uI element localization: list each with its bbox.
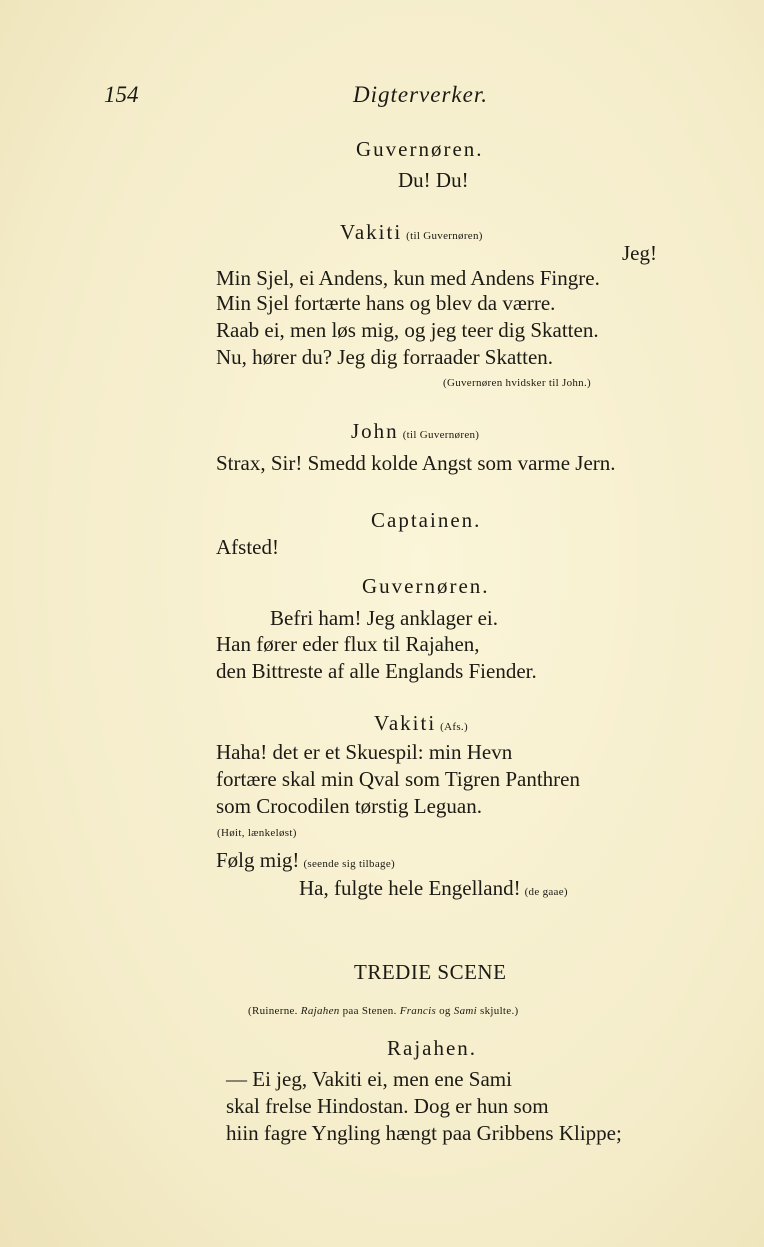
verse-line: Ha, fulgte hele Engelland! [299,876,521,900]
speaker-line [351,419,479,444]
verse-line: Du! Du! [398,168,469,192]
scene-direction-name: Francis [399,1005,437,1017]
speaker-vakiti: Vakiti [374,711,437,735]
verse-line: Jeg! [622,241,657,265]
verse-line: Raab ei, men løs mig, og jeg teer dig Skatten. [216,318,599,342]
verse-line: Afsted! [216,535,279,559]
verse-line: fortære skal min Qval som Tigren Panthren [216,767,580,791]
verse-line: Følg mig! [216,848,300,872]
scene-direction-part: (Ruinerne. [248,1005,298,1017]
scene-direction-name: Sami [453,1005,477,1017]
speaker-rajahen: Rajahen. [387,1036,478,1060]
speaker-john: John [351,419,399,443]
verse-line: som Crocodilen tørstig Leguan. [216,794,482,818]
speaker-vakiti: Vakiti [340,220,403,244]
verse-line: den Bittreste af alle Englands Fiender. [216,659,537,683]
scene-direction [248,1005,518,1017]
stage-direction: (Guvernøren hvidsker til John.) [443,377,591,389]
scene-direction-part: paa Stenen. [342,1005,397,1017]
scene-direction-part: skjulte.) [480,1005,519,1017]
running-title: Digterverker. [353,82,488,107]
verse-line: — Ei jeg, Vakiti ei, men ene Sami [226,1067,512,1091]
verse-line: skal frelse Hindostan. Dog er hun som [226,1094,549,1118]
stage-direction: (seende sig tilbage) [303,858,395,870]
verse-line: Befri ham! Jeg anklager ei. [270,606,498,630]
stage-direction: (til Guvernøren) [402,429,480,441]
speaker-line [374,711,468,736]
verse-line: Min Sjel, ei Andens, kun med Andens Fingre. [216,266,600,290]
scene-direction-part: og [439,1005,451,1017]
verse-line-with-direction [299,876,568,901]
stage-direction: (Afs.) [440,721,468,733]
verse-line: Haha! det er et Skuespil: min Hevn [216,740,513,764]
speaker-captainen: Captainen. [371,508,482,532]
stage-direction: (de gaae) [524,886,568,898]
scene-title: TREDIE SCENE [354,960,507,984]
verse-line: Han fører eder flux til Rajahen, [216,632,480,656]
speaker-line [340,220,483,245]
speaker-guvernoren: Guvernøren. [356,137,484,161]
verse-line: hiin fagre Yngling hængt paa Gribbens Klippe; [226,1121,622,1145]
verse-line: Min Sjel fortærte hans og blev da værre. [216,291,556,315]
stage-direction: (Høit, lænkeløst) [217,827,297,839]
speaker-guvernoren: Guvernøren. [362,574,490,598]
verse-line: Strax, Sir! Smedd kolde Angst som varme Jern. [216,451,616,475]
verse-line-with-direction [216,848,395,873]
verse-line: Nu, hører du? Jeg dig forraader Skatten. [216,345,554,369]
scene-direction-name: Rajahen [300,1005,340,1017]
page-number: 154 [104,82,139,107]
stage-direction: (til Guvernøren) [406,230,483,242]
